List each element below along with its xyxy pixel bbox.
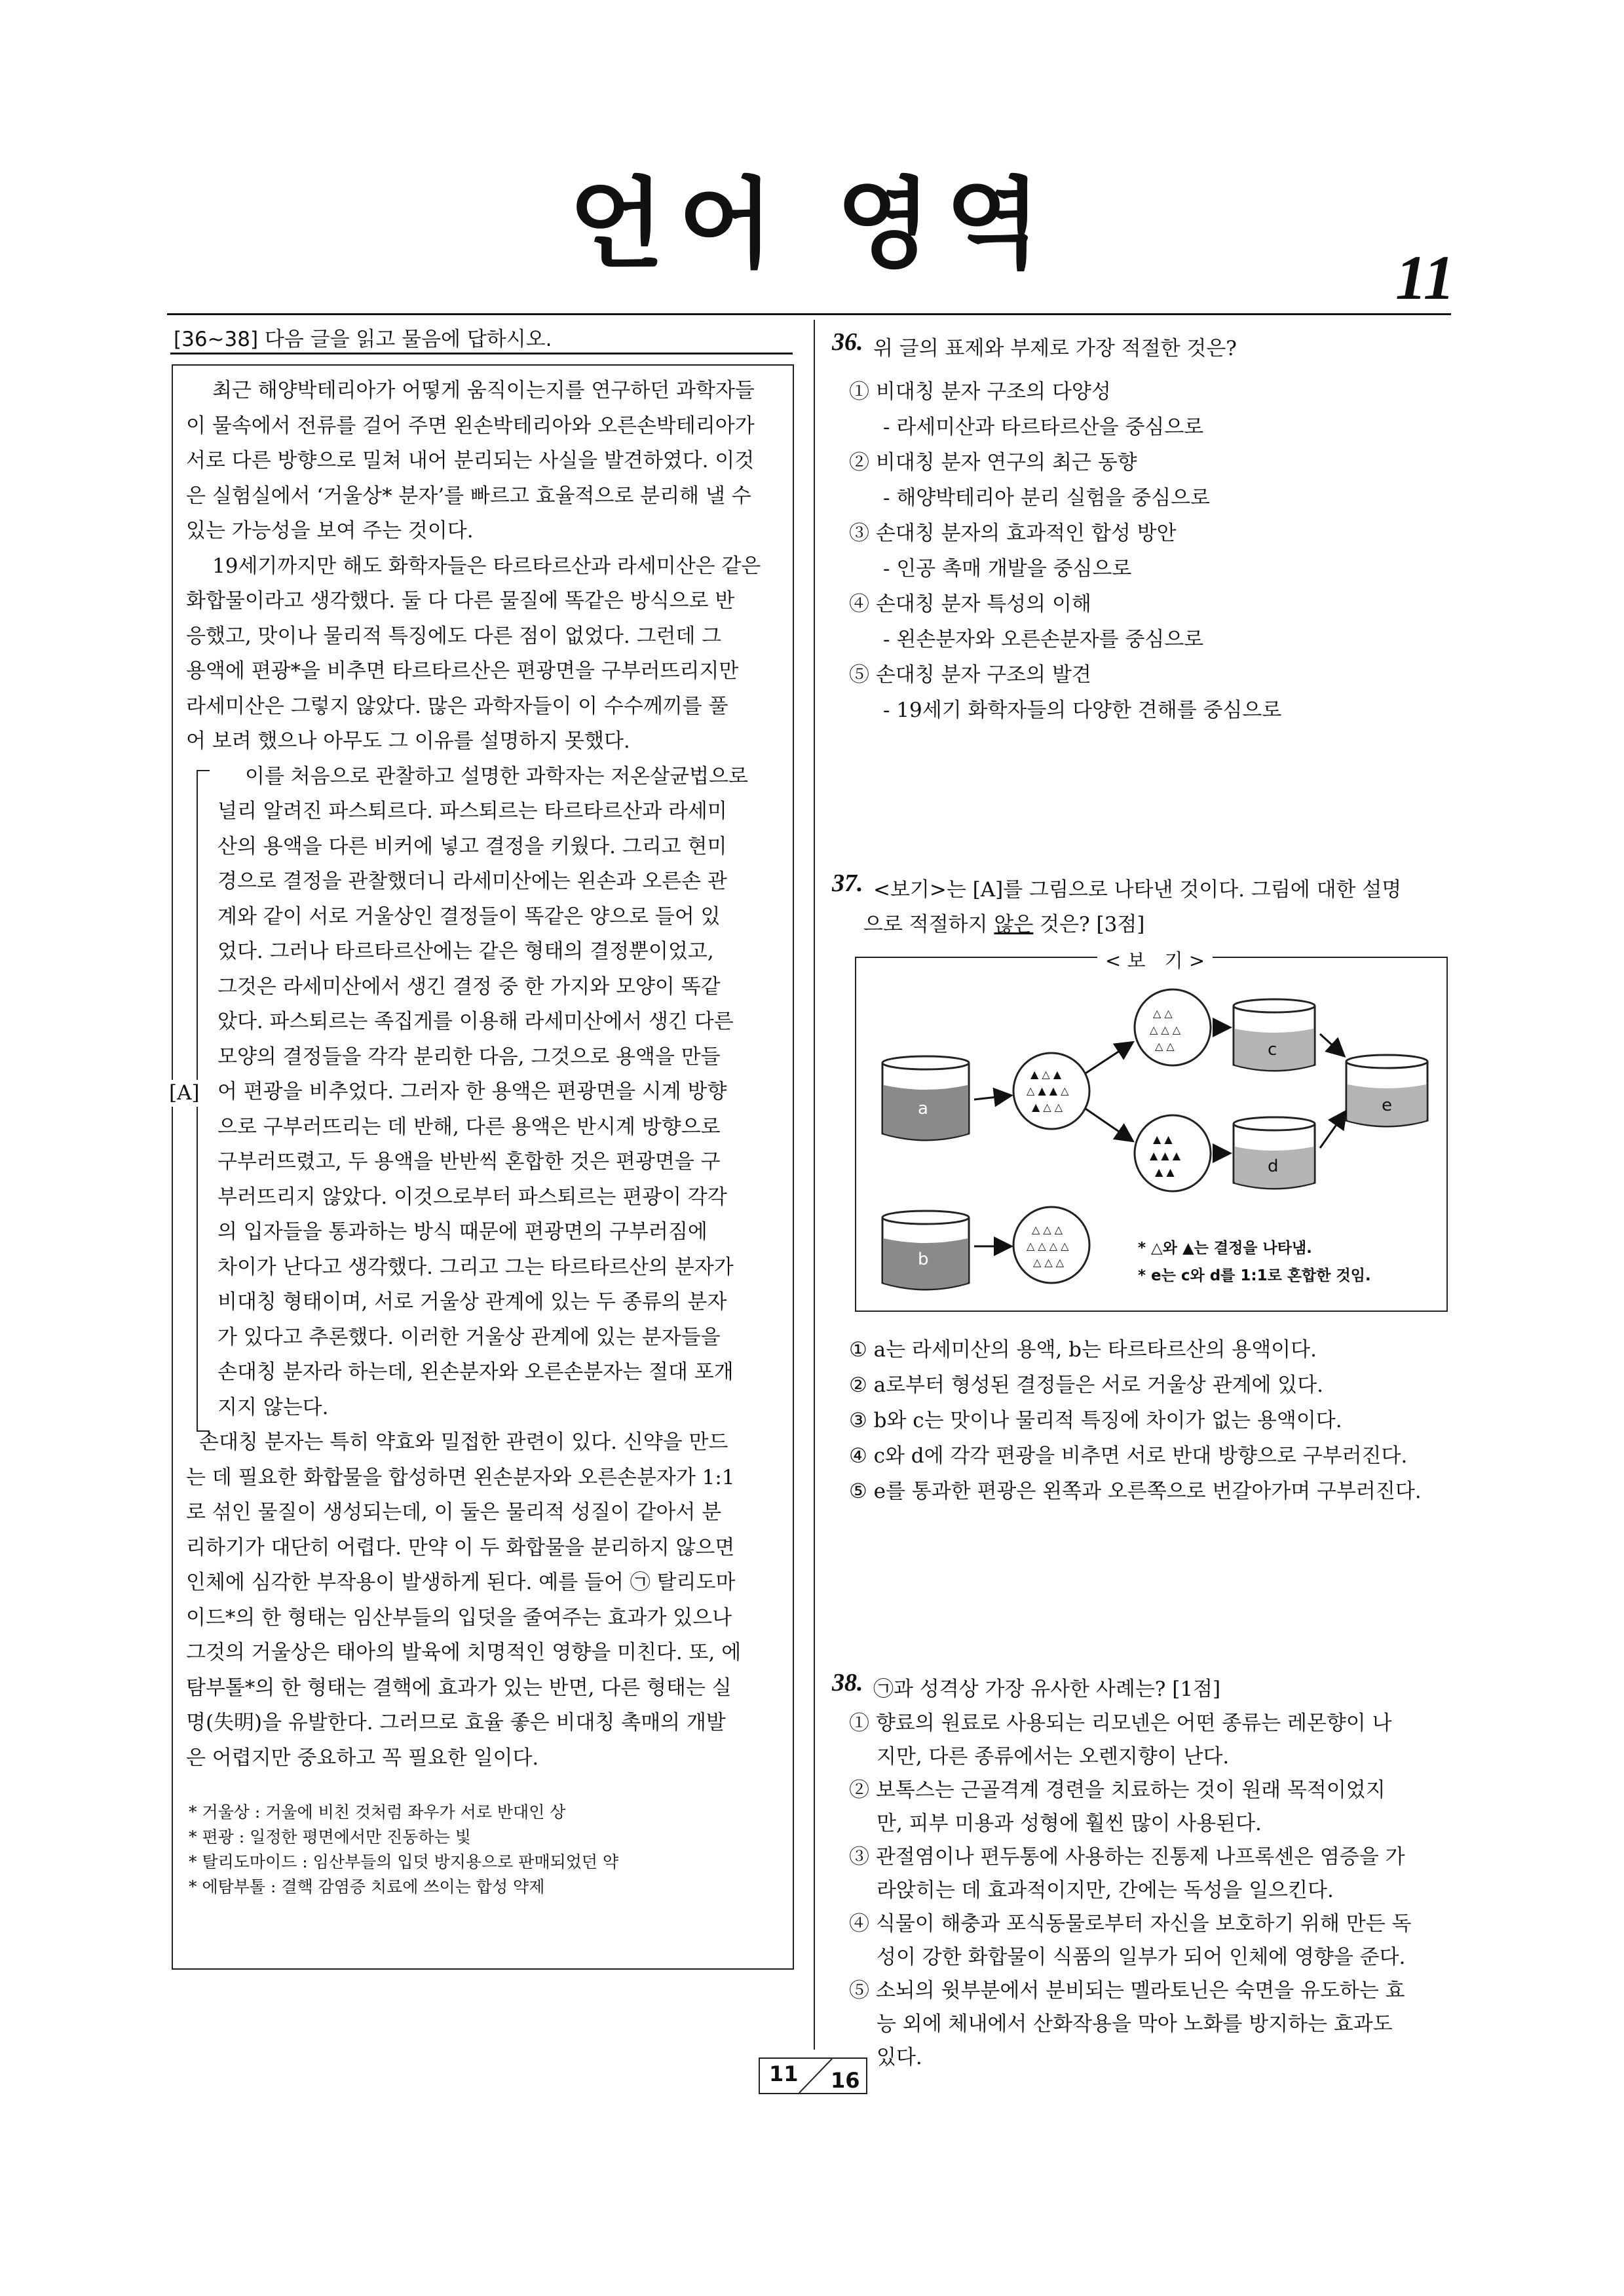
- q38-option-cont: 성이 강한 화합물이 식품의 일부가 되어 인체에 영향을 준다.: [877, 1945, 1406, 1969]
- svg-text:△ △ △ △: △ △ △ △: [1027, 1240, 1069, 1252]
- q36-option-sub: - 해양박테리아 분리 실험을 중심으로: [883, 486, 1211, 510]
- bracket-line-text: 았다. 파스퇴르는 족집게를 이용해 라세미산에서 생긴 다른: [217, 1010, 734, 1033]
- footer-total: 16: [831, 2068, 860, 2093]
- passage-line: 서로 다른 방향으로 밀쳐 내어 분리되는 사실을 발견하였다. 이것: [186, 449, 755, 472]
- label-c: c: [1268, 1040, 1277, 1060]
- q38-option-cont: 있다.: [877, 2046, 922, 2069]
- q38-option-cont: 지만, 다른 종류에서는 오렌지향이 난다.: [877, 1745, 1230, 1769]
- q38-option-cont: 라앉히는 데 효과적이지만, 간에는 독성을 일으킨다.: [877, 1879, 1334, 1902]
- passage-line: 이드*의 한 형태는 임산부들의 입덧을 줄여주는 효과가 있으나: [186, 1605, 732, 1630]
- bracket-line-text: 었다. 그러나 타르타르산에는 같은 형태의 결정뿐이었고,: [217, 940, 714, 963]
- bracket-line-text: 의 입자들을 통과하는 방식 때문에 편광면의 구부러짐에: [217, 1220, 708, 1244]
- q36-number: 36.: [832, 328, 863, 356]
- footer-page-box: [759, 2057, 867, 2094]
- passage-line: 이 물속에서 전류를 걸어 주면 왼손박테리아와 오른손박테리아가: [186, 413, 755, 438]
- bracket-line-text: 그것은 라세미산에서 생긴 결정 중 한 가지와 모양이 똑같: [217, 974, 721, 999]
- crystal-circle-open: [1135, 989, 1211, 1065]
- q37-number: 37.: [832, 870, 863, 897]
- q37-option: ③ b와 c는 맛이나 물리적 특징에 차이가 없는 용액이다.: [849, 1409, 1342, 1432]
- bracket-line-text: 차이가 난다고 생각했다. 그리고 그는 타르타르산의 분자가: [217, 1255, 734, 1279]
- footnote: * 탈리도마이드 : 임산부들의 입덧 방지용으로 판매되었던 약: [189, 1852, 619, 1871]
- bracket-line-text: 경으로 결정을 관찰했더니 라세미산에는 왼손과 오른손 관: [217, 870, 727, 893]
- passage-line: 은 어렵지만 중요하고 꼭 필요한 일이다.: [186, 1746, 539, 1770]
- passage-line: 는 데 필요한 화합물을 합성하면 왼손분자와 오른손분자가 1:1: [186, 1465, 735, 1489]
- q37-stem-line1: <보기>는 [A]를 그림으로 나타낸 것이다. 그림에 대한 설명: [873, 878, 1402, 902]
- footnote: * 편광 : 일정한 평면에서만 진동하는 빛: [189, 1827, 471, 1846]
- q38-option: ④ 식물이 해충과 포식동물로부터 자신을 보호하기 위해 만든 독: [849, 1912, 1412, 1936]
- footer-page: 11: [769, 2061, 799, 2086]
- q36-option: ⑤ 손대칭 분자 구조의 발견: [849, 663, 1091, 687]
- bracket-line-text: 가 있다고 추론했다. 이러한 거울상 관계에 있는 분자들을: [217, 1325, 721, 1349]
- svg-text:▲ △ ▲: ▲ △ ▲: [1030, 1068, 1062, 1081]
- instruction: [36~38] 다음 글을 읽고 물음에 답하시오.: [174, 328, 552, 351]
- svg-text:▲ △ △: ▲ △ △: [1032, 1101, 1063, 1113]
- label-b: b: [918, 1250, 929, 1269]
- q36-option: ① 비대칭 분자 구조의 다양성: [849, 380, 1111, 404]
- q38-option: ① 향료의 원료로 사용되는 리모넨은 어떤 종류는 레몬향이 나: [849, 1712, 1392, 1735]
- q37-option: ④ c와 d에 각각 편광을 비추면 서로 반대 방향으로 구부러진다.: [849, 1444, 1408, 1468]
- q38-option: ② 보톡스는 근골격계 경련을 치료하는 것이 원래 목적이었지: [849, 1778, 1386, 1802]
- passage-line: 응했고, 맛이나 물리적 특징에도 다른 점이 없었다. 그런데 그: [186, 624, 722, 648]
- svg-text:△ △: △ △: [1153, 1007, 1173, 1020]
- label-d: d: [1268, 1157, 1279, 1176]
- q37-option: ⑤ e를 통과한 편광은 왼쪽과 오른쪽으로 번갈아가며 구부러진다.: [849, 1480, 1422, 1503]
- footnote: * 거울상 : 거울에 비친 것처럼 좌우가 서로 반대인 상: [189, 1803, 566, 1822]
- bracket-line-text: 구부러뜨렸고, 두 용액을 반반씩 혼합한 것은 편광면을 구: [217, 1150, 721, 1174]
- bogi-diagram: [855, 957, 1448, 1312]
- bracket-label-a: [A]: [169, 1080, 200, 1107]
- bracket-line-text: 지지 않는다.: [217, 1395, 329, 1419]
- beaker-c: [1234, 999, 1315, 1071]
- q36-option: ④ 손대칭 분자 특성의 이해: [849, 592, 1091, 616]
- passage-line: 19세기까지만 해도 화학자들은 타르타르산과 라세미산은 같은: [212, 554, 761, 578]
- bracket-line-text: 어 편광을 비추었다. 그러자 한 용액은 편광면을 시계 방향: [217, 1080, 727, 1103]
- q38-option: ⑤ 소뇌의 윗부분에서 분비되는 멜라토닌은 숙면을 유도하는 효: [849, 1979, 1405, 2002]
- q36-stem: 위 글의 표제와 부제로 가장 적절한 것은?: [873, 337, 1237, 360]
- svg-text:▲ ▲ ▲: ▲ ▲ ▲: [1150, 1149, 1181, 1162]
- passage-line: 최근 해양박테리아가 어떻게 움직이는지를 연구하던 과학자들: [212, 379, 755, 402]
- q36-option-sub: - 라세미산과 타르타르산을 중심으로: [883, 415, 1204, 439]
- bracket-line-text: 부러뜨리지 않았다. 이것으로부터 파스퇴르는 편광이 각각: [217, 1185, 727, 1209]
- passage-line: 명(失明)을 유발한다. 그러므로 효율 좋은 비대칭 촉매의 개발: [186, 1711, 726, 1734]
- q38-option-cont: 능 외에 체내에서 산화작용을 막아 노화를 방지하는 효과도: [877, 2012, 1393, 2036]
- bracket-line-text: 산의 용액을 다른 비커에 넣고 결정을 키웠다. 그리고 현미: [217, 834, 727, 858]
- passage-line: 탐부톨*의 한 형태는 결핵에 효과가 있는 반면, 다른 형태는 실: [186, 1675, 732, 1700]
- bogi-note-2: * e는 c와 d를 1:1로 혼합한 것임.: [1138, 1267, 1371, 1284]
- q36-option-sub: - 인공 촉매 개발을 중심으로: [883, 557, 1132, 581]
- bracket-line-text: 모양의 결정들을 각각 분리한 다음, 그것으로 용액을 만들: [217, 1044, 721, 1069]
- bracket-line-text: 계와 같이 서로 거울상인 결정들이 똑같은 양으로 들어 있: [217, 904, 721, 928]
- q36-option: ② 비대칭 분자 연구의 최근 동향: [849, 451, 1137, 474]
- bogi-title: < 보 기 >: [1097, 946, 1213, 973]
- svg-text:△ △ △: △ △ △: [1032, 1223, 1063, 1236]
- passage-line: 손대칭 분자는 특히 약효와 밀접한 관련이 있다. 신약을 만드: [199, 1430, 728, 1454]
- q37-option: ② a로부터 형성된 결정들은 서로 거울상 관계에 있다.: [849, 1373, 1324, 1397]
- svg-text:▲ ▲: ▲ ▲: [1153, 1133, 1173, 1145]
- passage-line: 인체에 심각한 부작용이 발생하게 된다. 예를 들어 ㉠ 탈리도마: [186, 1571, 736, 1594]
- q36-option-sub: - 19세기 화학자들의 다양한 견해를 중심으로: [883, 698, 1282, 722]
- passage-line: 은 실험실에서 ‘거울상* 분자’를 빠르고 효율적으로 분리해 낼 수: [186, 484, 751, 508]
- passage-line: 그것의 거울상은 태아의 발육에 치명적인 영향을 미친다. 또, 에: [186, 1641, 742, 1664]
- page-title: 언어 영역: [569, 168, 1055, 282]
- q38-option-cont: 만, 피부 미용과 성형에 훨씬 많이 사용된다.: [877, 1812, 1262, 1835]
- svg-text:△ △ △: △ △ △: [1033, 1256, 1065, 1269]
- q36-option-sub: - 왼손분자와 오른손분자를 중심으로: [883, 628, 1204, 651]
- bracket-line-text: 으로 구부러뜨리는 데 반해, 다른 용액은 반시계 방향으로: [217, 1115, 721, 1139]
- svg-text:△ ▲ ▲ △: △ ▲ ▲ △: [1027, 1084, 1069, 1097]
- passage-line: 어 보려 했으나 아무도 그 이유를 설명하지 못했다.: [186, 729, 630, 753]
- q37-emphasis: 않은: [994, 913, 1034, 936]
- crystal-circle-filled: [1135, 1115, 1211, 1191]
- svg-text:△ △ △: △ △ △: [1150, 1024, 1181, 1036]
- q37-option: ① a는 라세미산의 용액, b는 타르타르산의 용액이다.: [849, 1338, 1317, 1362]
- header-rule: [167, 313, 1451, 315]
- footnote: * 에탐부톨 : 결핵 감염증 치료에 쓰이는 합성 약제: [189, 1877, 545, 1896]
- q36-option: ③ 손대칭 분자의 효과적인 합성 방안: [849, 522, 1177, 545]
- beaker-e: [1346, 1055, 1427, 1126]
- column-divider: [814, 320, 815, 2050]
- page-number: 11: [1395, 242, 1455, 313]
- passage-line: 로 섞인 물질이 생성되는데, 이 둘은 물리적 성질이 같아서 분: [186, 1501, 722, 1524]
- q37-stem-line2: 으로 적절하지 않은 것은? [3점]: [863, 913, 1145, 936]
- crystal-circle-mixed: [1013, 1053, 1089, 1129]
- passage-line: 있는 가능성을 보여 주는 것이다.: [186, 519, 474, 543]
- label-a: a: [918, 1099, 928, 1119]
- bogi-note-1: * △와 ▲는 결정을 나타냄.: [1138, 1240, 1312, 1257]
- passage-line: 화합물이라고 생각했다. 둘 다 다른 물질에 똑같은 방식으로 반: [186, 589, 735, 613]
- beaker-a: [882, 1056, 969, 1140]
- svg-text:△ △: △ △: [1155, 1040, 1175, 1052]
- crystal-circle-b: [1013, 1207, 1089, 1283]
- bracket-line-text: 비대칭 형태이며, 서로 거울상 관계에 있는 두 종류의 분자: [217, 1290, 727, 1314]
- bracket-line-text: 이를 처음으로 관찰하고 설명한 과학자는 저온살균법으로: [245, 764, 748, 788]
- svg-text:▲ ▲: ▲ ▲: [1155, 1166, 1175, 1178]
- bracket-line-text: 손대칭 분자라 하는데, 왼손분자와 오른손분자는 절대 포개: [217, 1360, 734, 1384]
- bracket-line-text: 널리 알려진 파스퇴르다. 파스퇴르는 타르타르산과 라세미: [217, 799, 727, 823]
- q38-stem: ㉠과 성격상 가장 유사한 사례는? [1점]: [873, 1677, 1221, 1701]
- passage-line: 용액에 편광*을 비추면 타르타르산은 편광면을 구부러뜨리지만: [186, 659, 739, 683]
- label-e: e: [1382, 1096, 1392, 1115]
- beaker-d: [1234, 1117, 1315, 1189]
- passage-line: 라세미산은 그렇지 않았다. 많은 과학자들이 이 수수께끼를 풀: [186, 694, 728, 718]
- q38-option: ③ 관절염이나 편두통에 사용하는 진통제 나프록센은 염증을 가: [849, 1845, 1405, 1869]
- instruction-underline: [170, 353, 793, 354]
- passage-line: 리하기가 대단히 어렵다. 만약 이 두 화합물을 분리하지 않으면: [186, 1535, 735, 1559]
- q38-number: 38.: [832, 1669, 863, 1696]
- passage-box: [169, 364, 794, 1970]
